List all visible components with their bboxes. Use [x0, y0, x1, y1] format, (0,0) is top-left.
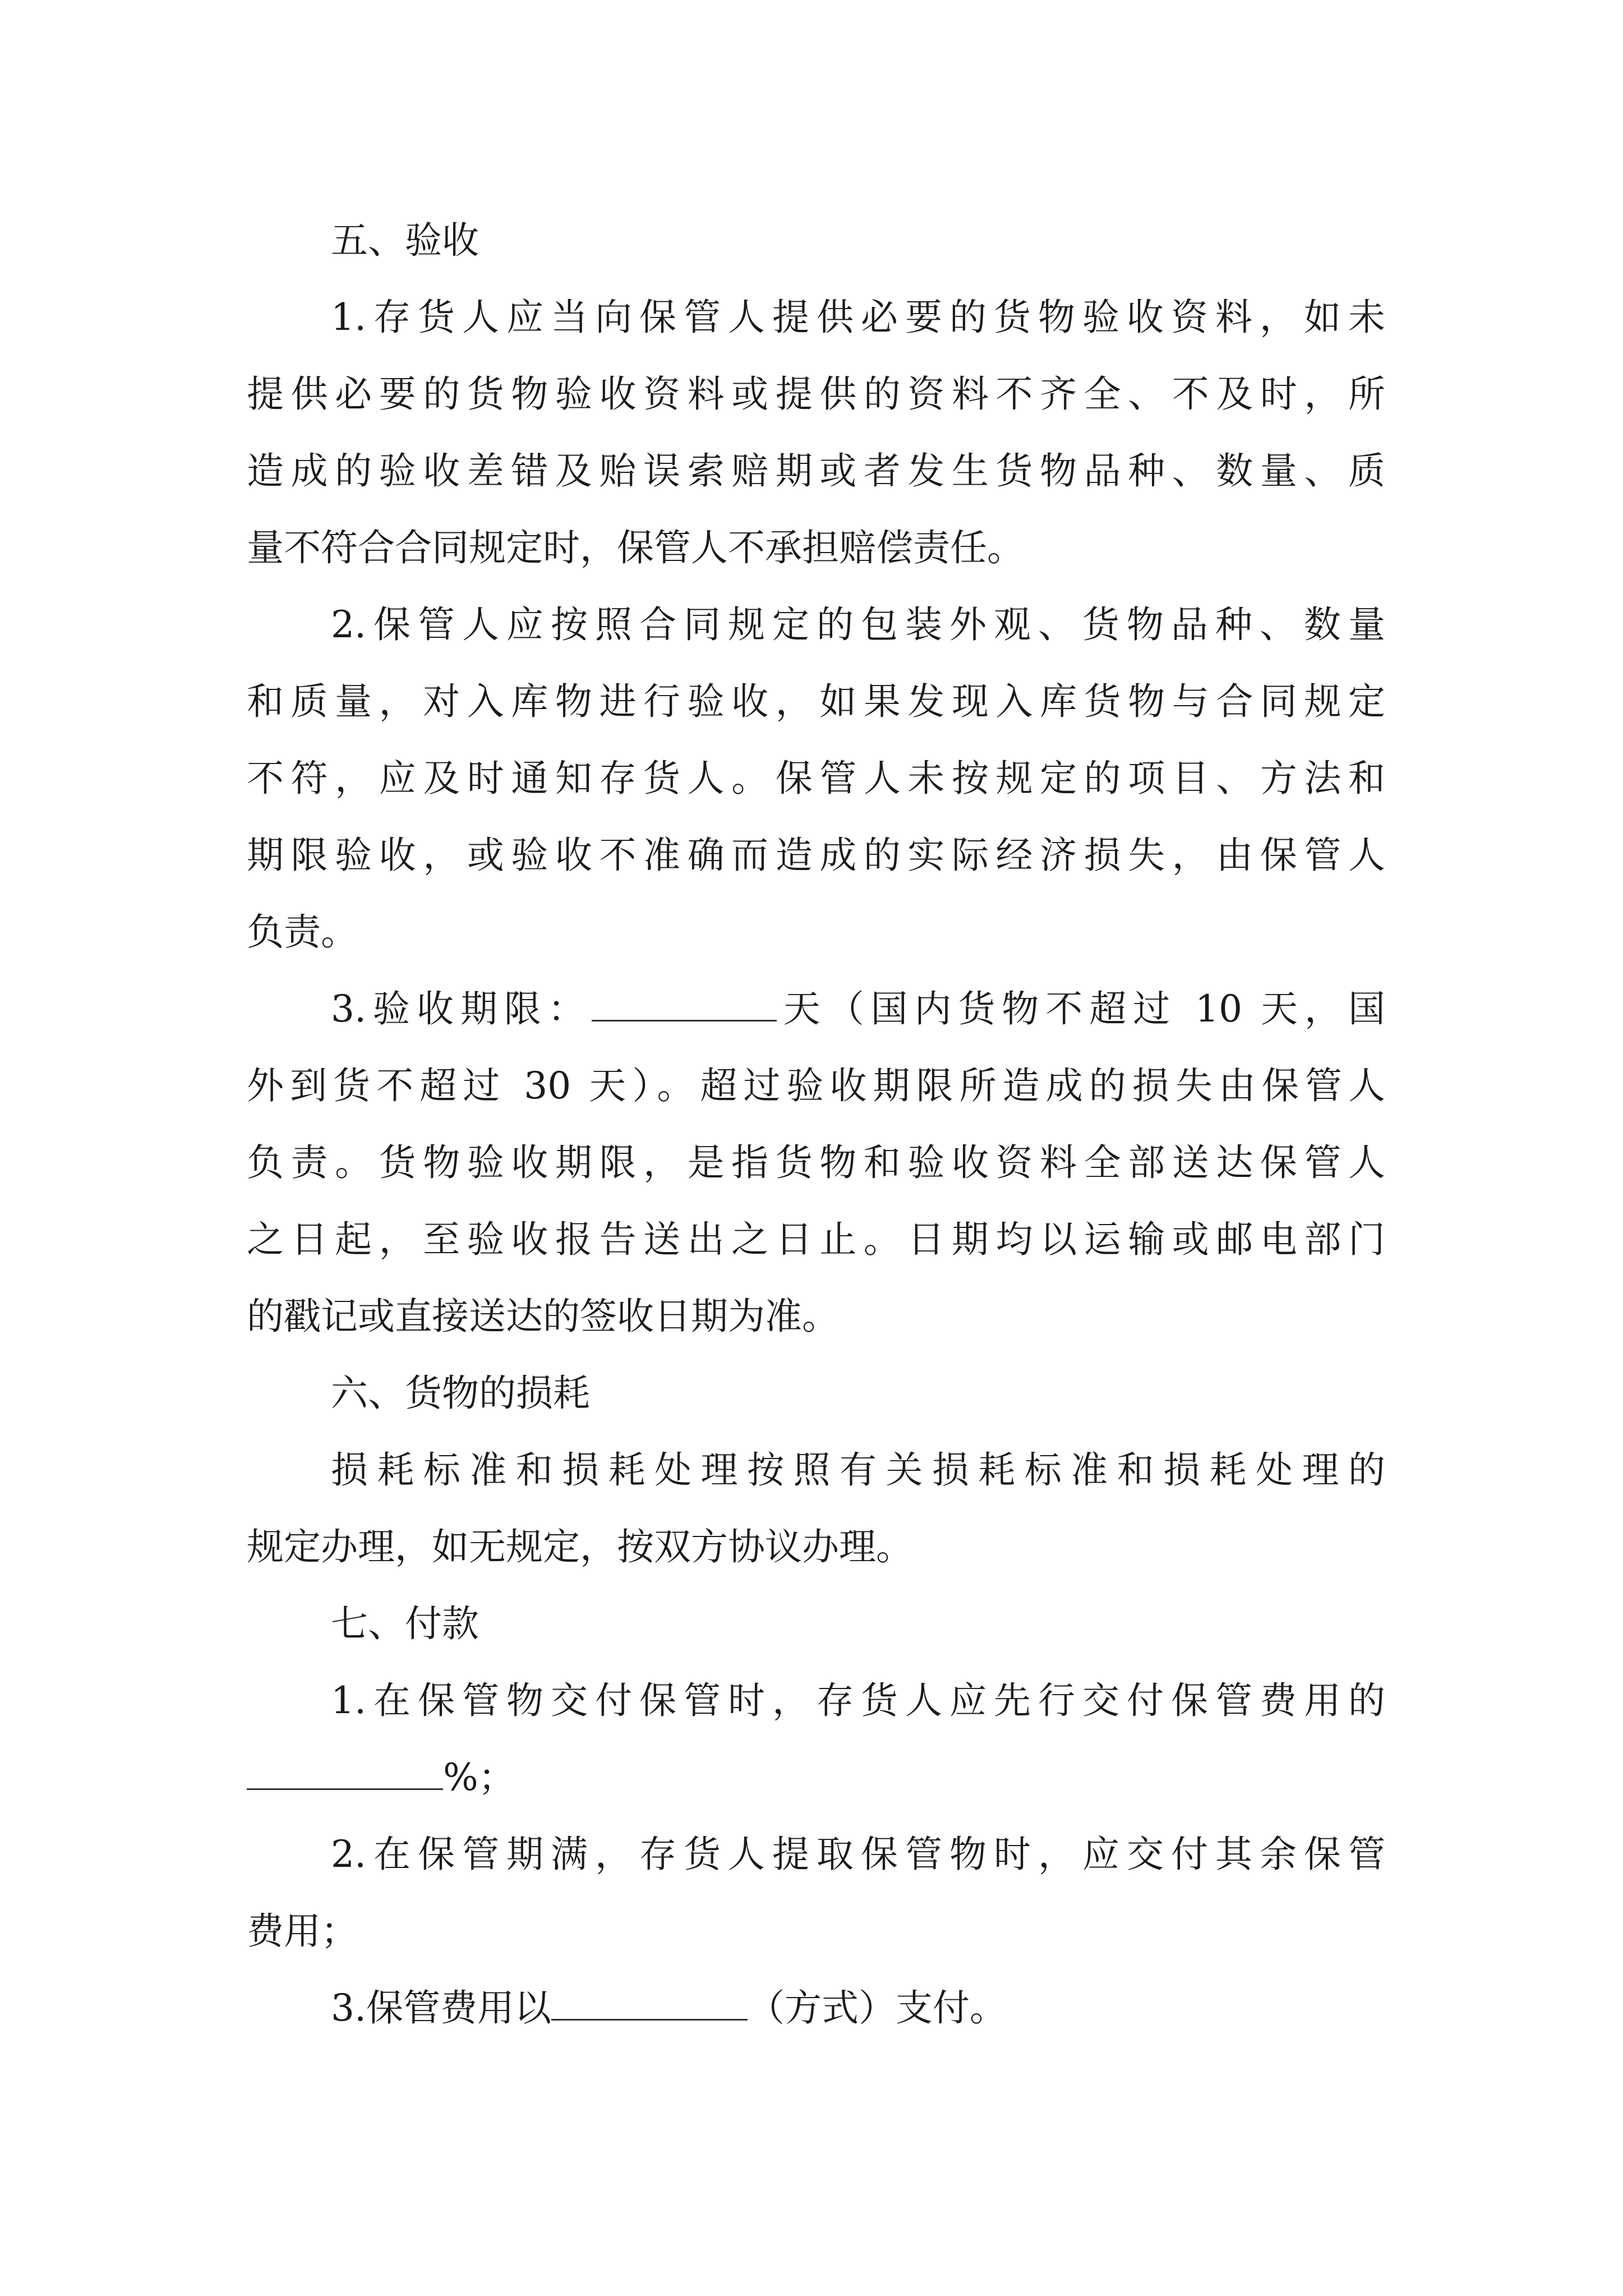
paragraph-acceptance-3	[247, 970, 1385, 1355]
paragraph-loss	[247, 1432, 1385, 1585]
text-line: 不符，应及时通知存货人。保管人未按规定的项目、方法和	[247, 757, 1385, 800]
paragraph-payment-2	[247, 1816, 1385, 1970]
text-line	[247, 1739, 1385, 1816]
text-line: 费用；	[247, 1910, 358, 1953]
text-segment: （方式）支付。	[747, 1986, 1007, 2030]
text-line: 之日起，至验收报告送出之日止。日期均以运输或邮电部门	[247, 1218, 1385, 1261]
text-line: 规定办理，如无规定，按双方协议办理。	[247, 1525, 913, 1568]
fill-in-blank-days[interactable]	[592, 992, 777, 1022]
text-line: 的戳记或直接送达的签收日期为准。	[247, 1295, 839, 1338]
text-line	[247, 970, 1385, 1047]
fill-in-blank-method[interactable]	[551, 1991, 748, 2021]
text-segment: 天（国内货物不超过 10 天，国	[776, 987, 1385, 1030]
text-line: 1.在保管物交付保管时，存货人应先行交付保管费用的	[331, 1679, 1385, 1722]
text-line: 损耗标准和损耗处理按照有关损耗标准和损耗处理的	[331, 1448, 1385, 1492]
text-line: 1.存货人应当向保管人提供必要的货物验收资料，如未	[331, 296, 1385, 339]
paragraph-payment-3	[247, 1970, 1385, 2046]
section-heading-loss: 六、货物的损耗	[331, 1372, 590, 1415]
document-body	[247, 202, 1385, 2046]
text-line: 负责。	[247, 910, 358, 954]
text-line: 量不符合合同规定时，保管人不承担赔偿责任。	[247, 526, 1024, 569]
text-line: 2.保管人应按照合同规定的包装外观、货物品种、数量	[331, 603, 1385, 646]
text-line	[247, 1970, 1385, 2046]
text-line: 和质量，对入库物进行验收，如果发现入库货物与合同规定	[247, 680, 1385, 723]
fill-in-blank-percent[interactable]	[247, 1760, 443, 1790]
text-line: 造成的验收差错及贻误索赔期或者发生货物品种、数量、质	[247, 449, 1385, 493]
text-segment: 3.验收期限：	[331, 987, 592, 1030]
section-heading-payment: 七、付款	[331, 1602, 479, 1645]
paragraph-acceptance-2	[247, 586, 1385, 970]
text-line: 2.在保管期满，存货人提取保管物时，应交付其余保管	[331, 1833, 1385, 1876]
text-line: 外到货不超过 30 天）。超过验收期限所造成的损失由保管人	[247, 1064, 1385, 1107]
text-segment: 3.保管费用以	[331, 1986, 551, 2030]
paragraph-acceptance-1	[247, 279, 1385, 586]
section-heading-acceptance: 五、验收	[331, 219, 479, 262]
text-segment: %；	[443, 1756, 515, 1799]
text-line: 提供必要的货物验收资料或提供的资料不齐全、不及时，所	[247, 372, 1385, 416]
text-line: 期限验收，或验收不准确而造成的实际经济损失，由保管人	[247, 834, 1385, 877]
paragraph-payment-1	[247, 1662, 1385, 1816]
text-line: 负责。货物验收期限，是指货物和验收资料全部送达保管人	[247, 1141, 1385, 1184]
